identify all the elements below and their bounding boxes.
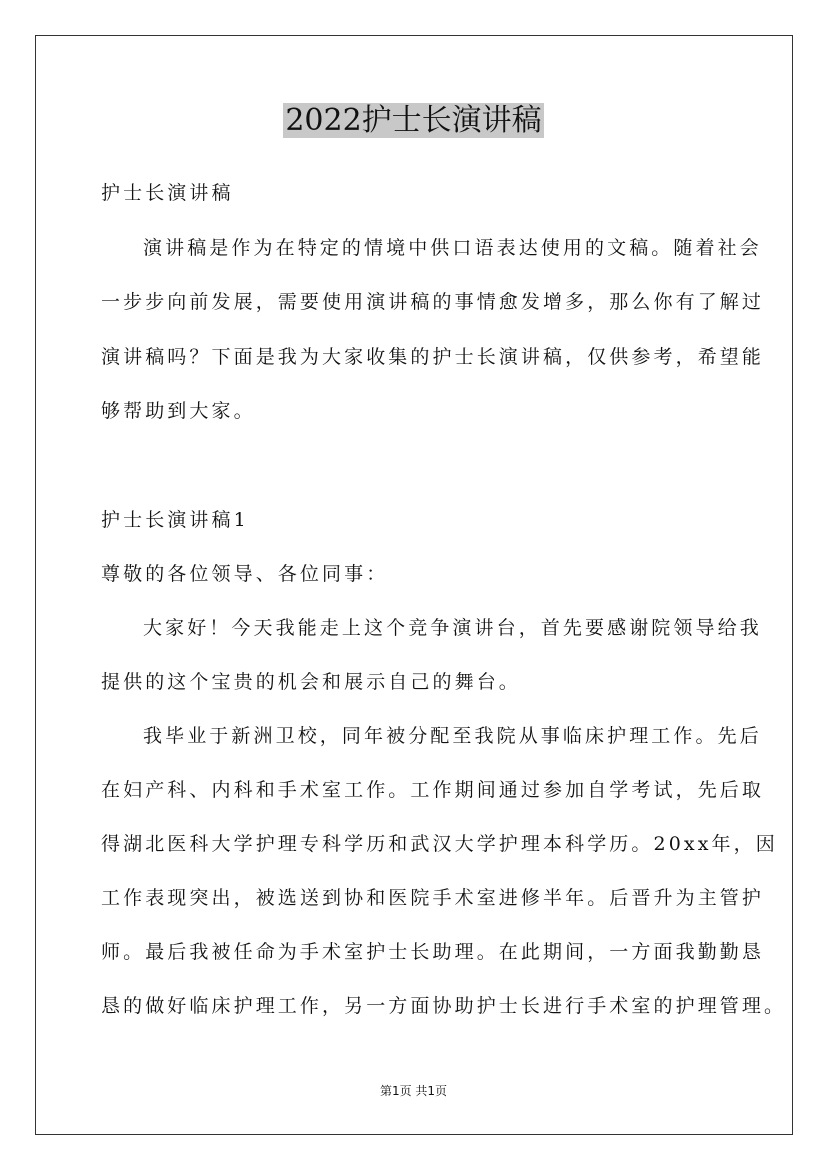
paragraph-line: 师。最后我被任命为手术室护士长助理。在此期间，一方面我勤勤恳 bbox=[101, 941, 765, 963]
paragraph-line: 演讲稿是作为在特定的情境中供口语表达使用的文稿。随着社会 bbox=[143, 237, 762, 259]
section-heading: 护士长演讲稿1 bbox=[101, 509, 249, 531]
paragraph-line: 得湖北医科大学护理专科学历和武汉大学护理本科学历。20xx年，因 bbox=[101, 833, 778, 855]
paragraph-line: 我毕业于新洲卫校，同年被分配至我院从事临床护理工作。先后 bbox=[143, 725, 762, 747]
paragraph-line: 大家好！今天我能走上这个竞争演讲台，首先要感谢院领导给我 bbox=[143, 617, 762, 639]
document-title bbox=[0, 100, 827, 142]
paragraph-line: 一步步向前发展，需要使用演讲稿的事情愈发增多，那么你有了解过 bbox=[101, 291, 765, 313]
section-heading: 护士长演讲稿 bbox=[101, 182, 234, 204]
document-title-text: 2022护士长演讲稿 bbox=[285, 103, 542, 138]
paragraph-line: 恳的做好临床护理工作，另一方面协助护士长进行手术室的护理管理。 bbox=[101, 995, 787, 1017]
page-footer: 第1页 共1页 bbox=[379, 1084, 448, 1098]
paragraph-line: 在妇产科、内科和手术室工作。工作期间通过参加自学考试，先后取 bbox=[101, 779, 765, 801]
paragraph-line: 提供的这个宝贵的机会和展示自己的舞台。 bbox=[101, 671, 521, 693]
paragraph-line: 演讲稿吗？下面是我为大家收集的护士长演讲稿，仅供参考，希望能 bbox=[101, 346, 765, 368]
paragraph-line: 工作表现突出，被选送到协和医院手术室进修半年。后晋升为主管护 bbox=[101, 887, 765, 909]
salutation: 尊敬的各位领导、各位同事： bbox=[101, 563, 389, 585]
paragraph-line: 够帮助到大家。 bbox=[101, 400, 256, 422]
